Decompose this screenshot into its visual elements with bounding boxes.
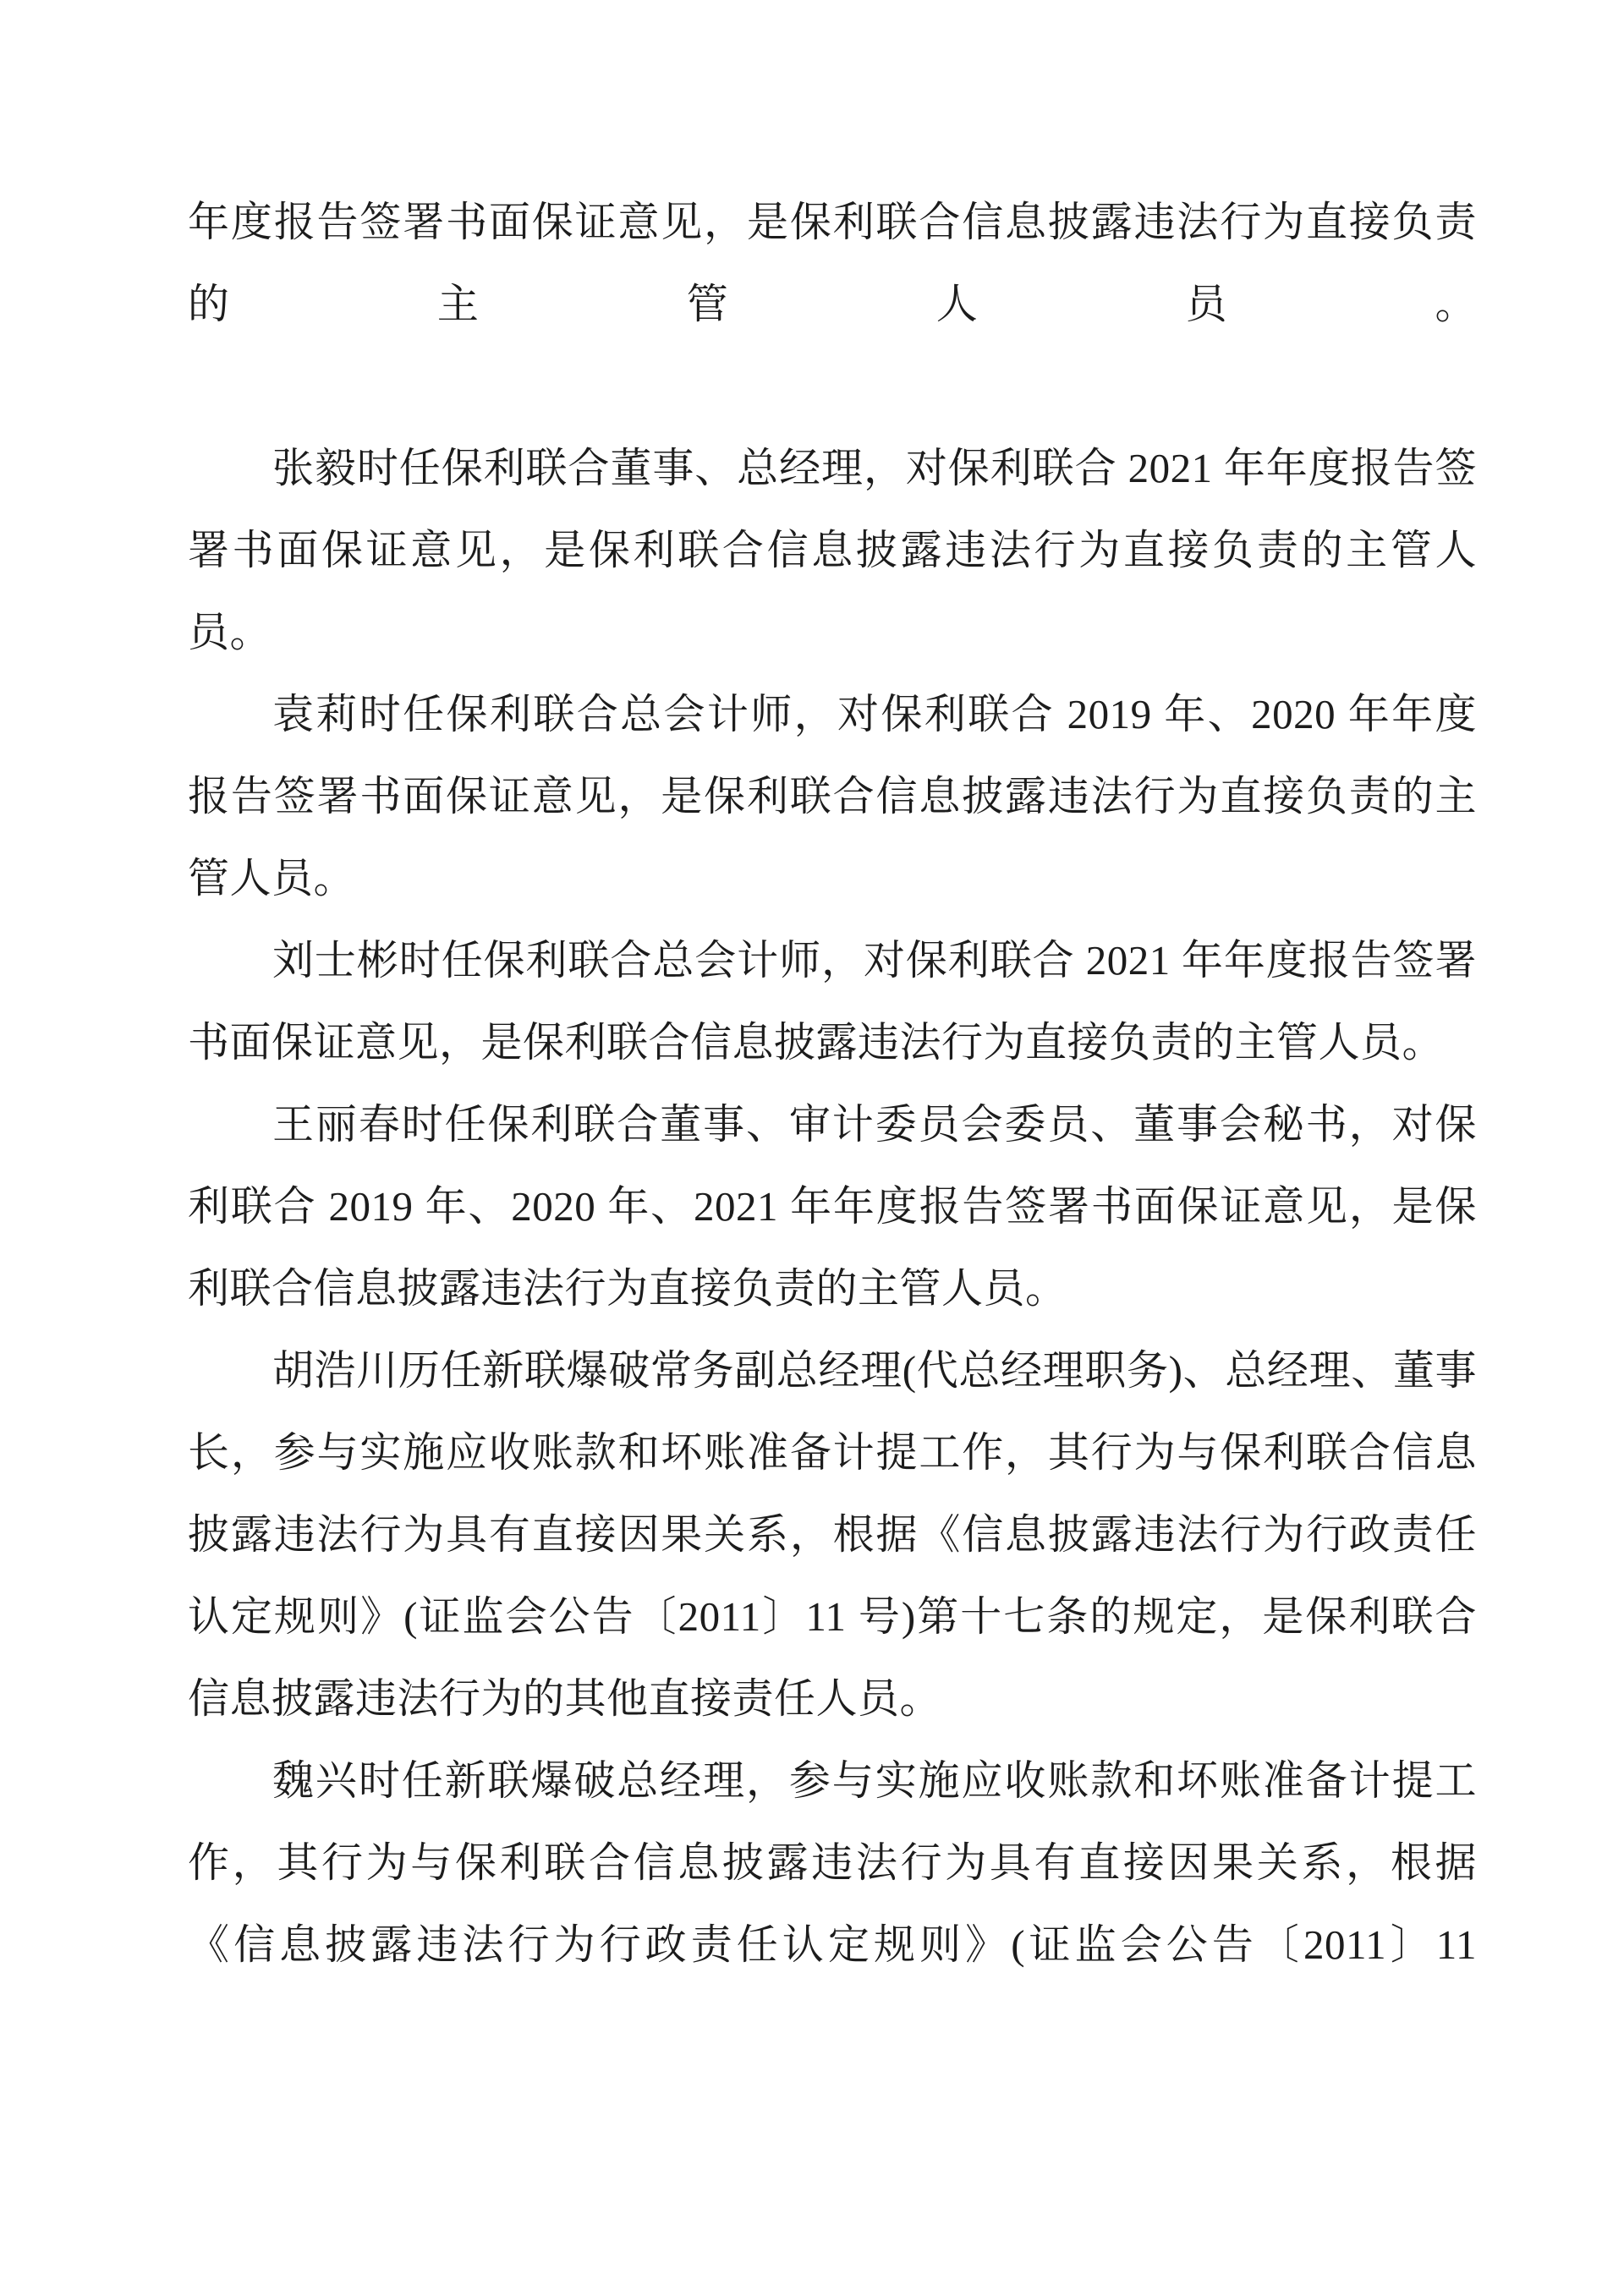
paragraph-zhangyi: 张毅时任保利联合董事、总经理，对保利联合 2021 年年度报告签署书面保证意见，是保利联合信息披露违法行为直接负责的主管人员。 [188, 445, 1477, 655]
document-text-column [188, 181, 1477, 2068]
paragraph-huhaochuan: 胡浩川历任新联爆破常务副总经理(代总经理职务)、总经理、董事长，参与实施应收账款和坏账准备计提工作，其行为与保利联合信息披露违法行为具有直接因果关系，根据《信息披露违法行为行政责任认定规则》(证监会公告〔2011〕11 号)第十七条的规定，是保利联合信息披露违法行为的其他直接责任人员。 [188, 1347, 1477, 1722]
paragraph-liushibin: 刘士彬时任保利联合总会计师，对保利联合 2021 年年度报告签署书面保证意见，是保利联合信息披露违法行为直接负责的主管人员。 [188, 937, 1477, 1066]
paragraph-weixing: 魏兴时任新联爆破总经理，参与实施应收账款和坏账准备计提工作，其行为与保利联合信息披露违法行为具有直接因果关系，根据《信息披露违法行为行政责任认定规则》(证监会公告〔2011〕11 [188, 1757, 1477, 1968]
paragraph-continuation: 年度报告签署书面保证意见，是保利联合信息披露违法行为直接负责的主管人员。 [188, 199, 1477, 327]
paragraph-yuanli: 袁莉时任保利联合总会计师，对保利联合 2019 年、2020 年年度报告签署书面保证意见，是保利联合信息披露违法行为直接负责的主管人员。 [188, 691, 1477, 901]
paragraph-wanglichun: 王丽春时任保利联合董事、审计委员会委员、董事会秘书，对保利联合 2019 年、2020 年、2021 年年度报告签署书面保证意见，是保利联合信息披露违法行为直接负责的主管人员。 [188, 1101, 1477, 1312]
